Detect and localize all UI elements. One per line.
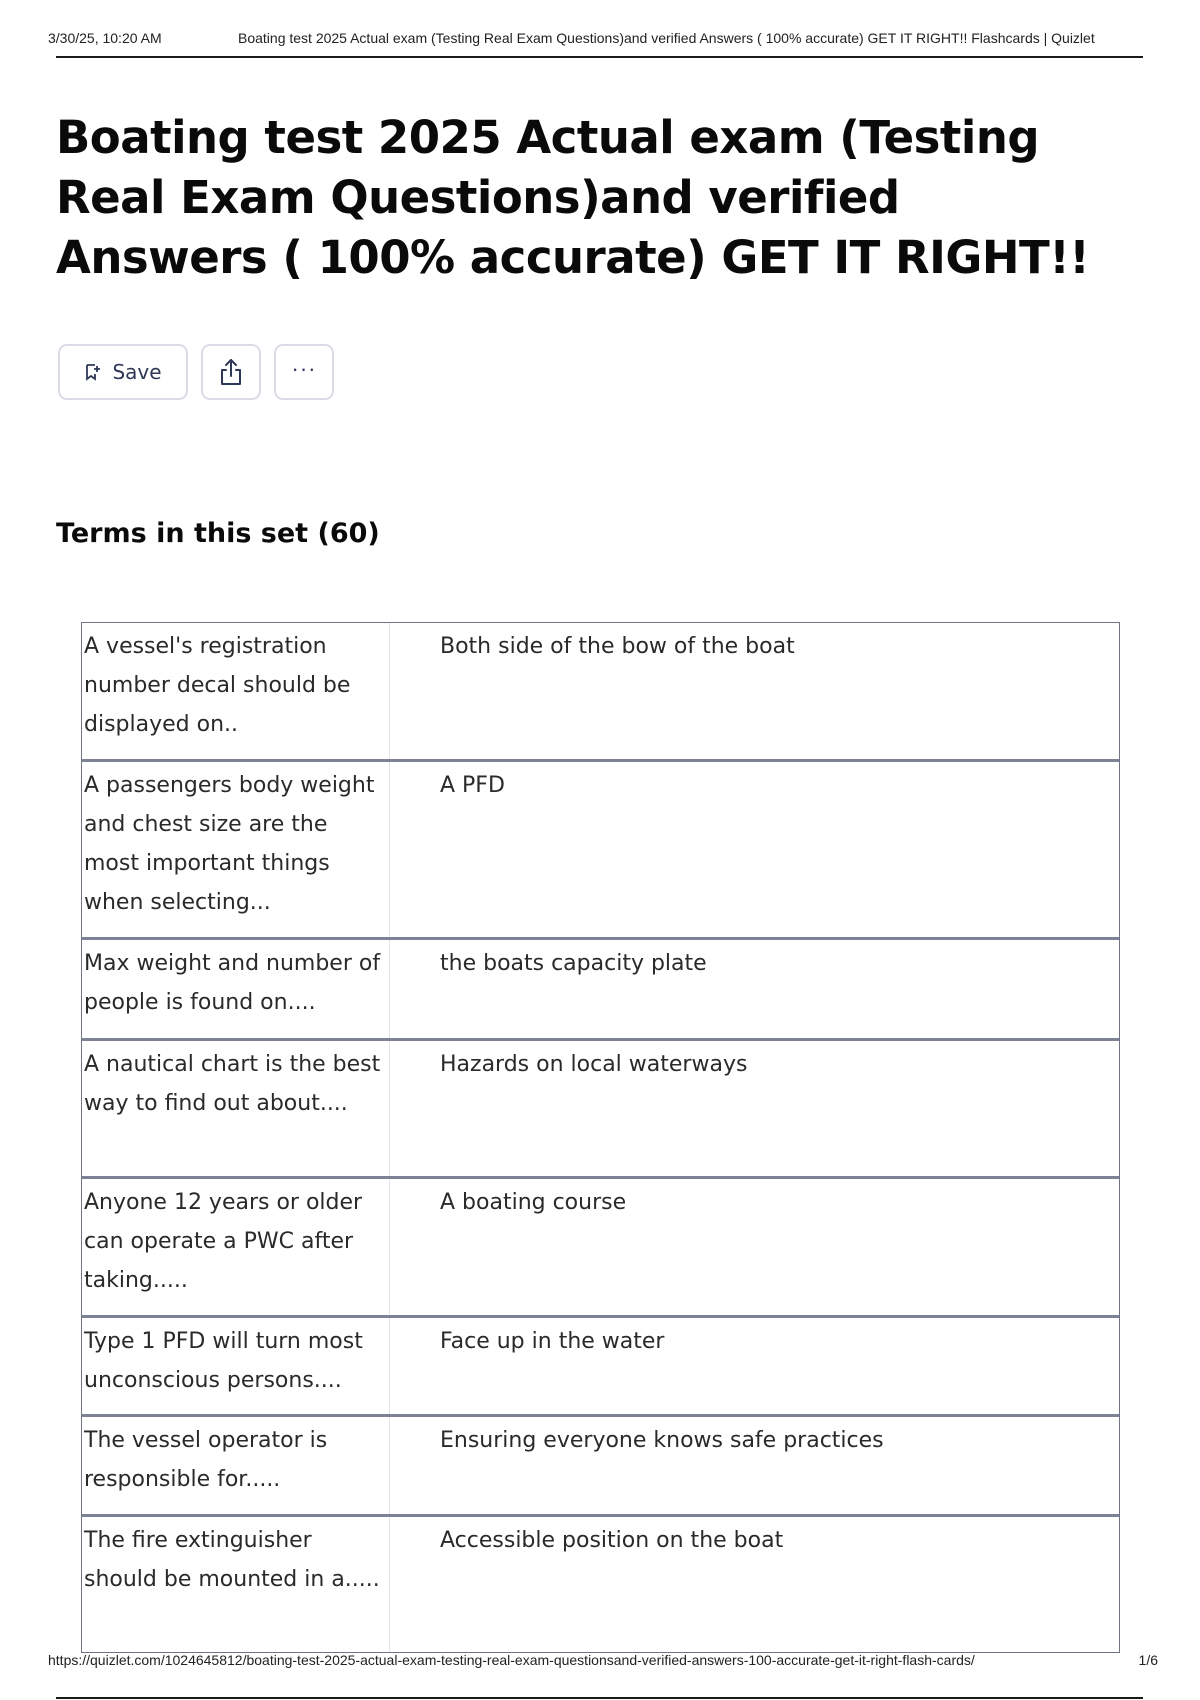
definition-text: Hazards on local waterways bbox=[440, 1052, 748, 1077]
more-icon: ··· bbox=[291, 356, 317, 381]
term-text: Type 1 PFD will turn most unconscious persons.... bbox=[82, 1318, 390, 1414]
page-title: Boating test 2025 Actual exam (Testing Real Exam Questions)and verified Answers ( 100% accurate) GET IT RIGHT!! bbox=[56, 111, 1090, 284]
term-row bbox=[82, 937, 1119, 1038]
definition-text: Both side of the bow of the boat bbox=[440, 634, 795, 659]
share-icon bbox=[217, 357, 245, 387]
print-footer bbox=[48, 1652, 1158, 1672]
page-number: 1/6 bbox=[1138, 1652, 1158, 1668]
term-row bbox=[82, 1514, 1119, 1652]
definition-text: A boating course bbox=[440, 1190, 627, 1215]
definition-text: Face up in the water bbox=[440, 1329, 665, 1354]
definition-text: Ensuring everyone knows safe practices bbox=[440, 1428, 884, 1453]
print-document-title: Boating test 2025 Actual exam (Testing Real Exam Questions)and verified Answers ( 100% accurate) GET IT RIGHT!! Flashcards | Quizlet bbox=[238, 30, 1095, 46]
term-text: The fire extinguisher should be mounted in a..... bbox=[82, 1517, 390, 1652]
print-date: 3/30/25, 10:20 AM bbox=[48, 30, 162, 46]
term-row bbox=[82, 1176, 1119, 1315]
term-text: A vessel's registration number decal should be displayed on.. bbox=[82, 623, 390, 759]
more-options-button[interactable] bbox=[274, 344, 334, 400]
share-button[interactable] bbox=[201, 344, 261, 400]
print-header bbox=[48, 30, 1148, 50]
print-url: https://quizlet.com/1024645812/boating-test-2025-actual-exam-testing-real-exam-questionsand-verified-answers-100-accurate-get-it-right-flash-cards/ bbox=[48, 1652, 975, 1668]
header-divider bbox=[56, 56, 1143, 58]
save-button-label: Save bbox=[112, 360, 162, 384]
term-row bbox=[82, 1414, 1119, 1514]
definition-text: A PFD bbox=[440, 773, 505, 798]
term-row bbox=[82, 759, 1119, 937]
terms-heading: Terms in this set (60) bbox=[56, 518, 380, 549]
term-row bbox=[82, 1038, 1119, 1176]
term-text: A nautical chart is the best way to find out about.... bbox=[82, 1041, 390, 1176]
bookmark-icon bbox=[84, 363, 102, 381]
term-text: A passengers body weight and chest size are the most important things when selecting... bbox=[82, 762, 390, 937]
term-row bbox=[82, 1315, 1119, 1414]
save-button[interactable] bbox=[58, 344, 188, 400]
term-row bbox=[82, 623, 1119, 759]
definition-text: Accessible position on the boat bbox=[440, 1528, 784, 1553]
footer-divider bbox=[56, 1697, 1143, 1699]
term-text: Anyone 12 years or older can operate a PWC after taking..... bbox=[82, 1179, 390, 1315]
term-text: The vessel operator is responsible for..... bbox=[82, 1417, 390, 1514]
definition-text: the boats capacity plate bbox=[440, 951, 707, 976]
terms-table bbox=[81, 622, 1120, 1653]
term-text: Max weight and number of people is found on.... bbox=[82, 940, 390, 1038]
